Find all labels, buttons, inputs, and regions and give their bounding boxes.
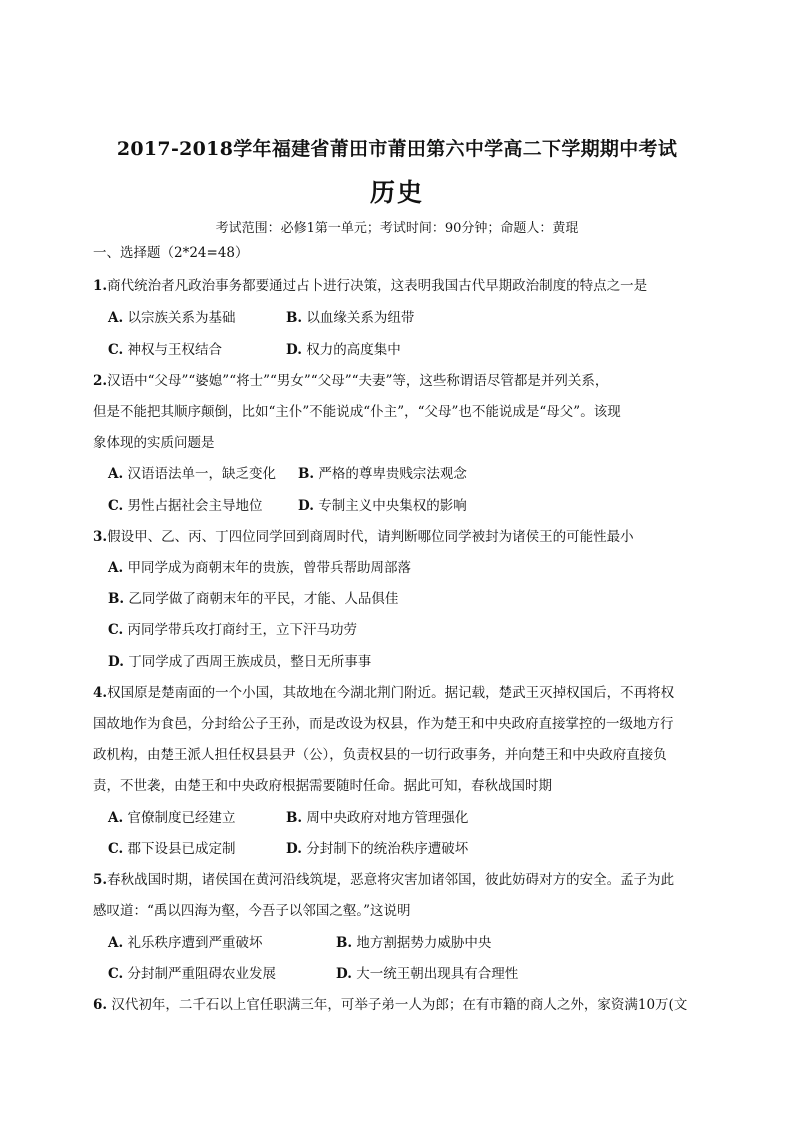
option-a: A. 官僚制度已经建立: [108, 810, 236, 826]
question-number: 6.: [93, 997, 108, 1013]
question-1: [93, 276, 713, 296]
question-3: [93, 527, 713, 547]
option-a: A. 甲同学成为商朝末年的贵族，曾带兵帮助周部落: [108, 560, 411, 576]
question-text: 假设甲、乙、丙、丁四位同学回到商周时代，请判断哪位同学被封为诸侯王的可能性最小: [107, 529, 634, 545]
question-2: [93, 371, 713, 391]
subject-title: 历史: [369, 178, 424, 207]
question-text: 商代统治者凡政治事务都要通过占卜进行决策，这表明我国古代早期政治制度的特点之一是: [107, 278, 648, 294]
option-c: C. 郡下设县已成定制: [108, 841, 236, 857]
option-a: A. 以宗族关系为基础: [108, 310, 236, 326]
option-b: B. 严格的尊卑贵贱宗法观念: [298, 466, 467, 482]
question-number: 1.: [93, 278, 108, 294]
question-text: 汉代初年，二千石以上官任职满三年，可举子弟一人为郎；在有市籍的商人之外，家资满10万(文: [107, 997, 688, 1013]
option-b: B. 乙同学做了商朝末年的平民，才能、人品俱佳: [108, 591, 399, 607]
option-b: B. 以血缘关系为纽带: [286, 310, 415, 326]
question-5: [93, 870, 713, 890]
question-text-line: 责，不世袭，由楚王和中央政府根据需要随时任命。据此可知，春秋战国时期: [93, 778, 552, 794]
question-4: [93, 683, 713, 703]
question-text-line: 政机构，由楚王派人担任权县县尹（公），负责权县的一切行政事务，并向楚王和中央政府直接负: [93, 747, 667, 763]
option-d: D. 专制主义中央集权的影响: [298, 498, 467, 514]
option-c: C. 丙同学带兵攻打商纣王，立下汗马功劳: [108, 622, 358, 638]
question-text-line: 象体现的实质问题是: [93, 435, 215, 451]
question-number: 5.: [93, 872, 108, 888]
section-heading: 一、选择题（2*24=48）: [93, 245, 249, 261]
option-c: C. 分封制严重阻碍农业发展: [108, 966, 277, 982]
option-d: D. 大一统王朝出现具有合理性: [336, 966, 519, 982]
option-d: D. 分封制下的统治秩序遭破坏: [286, 841, 469, 857]
question-6: [93, 995, 713, 1015]
option-b: B. 周中央政府对地方管理强化: [286, 810, 469, 826]
option-d: D. 权力的高度集中: [286, 342, 401, 358]
option-a: A. 礼乐秩序遭到严重破坏: [108, 935, 263, 951]
question-text-line: 感叹道：“禹以四海为壑，今吾子以邻国之壑。”这说明: [93, 903, 411, 919]
question-text-line: 但是不能把其顺序颠倒，比如“主仆”不能说成“仆主”，“父母”也不能说成是“母父”。该现: [93, 404, 621, 420]
option-b: B. 地方割据势力威胁中央: [336, 935, 492, 951]
question-number: 2.: [93, 373, 108, 389]
option-c: C. 神权与王权结合: [108, 342, 223, 358]
question-number: 3.: [93, 529, 108, 545]
question-text: 春秋战国时期，诸侯国在黄河沿线筑堤，恶意将灾害加诸邻国，彼此妨碍对方的安全。孟子为此: [107, 872, 675, 888]
question-text: 权国原是楚南面的一个小国，其故地在今湖北荆门附近。据记载，楚武王灭掉权国后，不再将权: [107, 685, 675, 701]
option-c: C. 男性占据社会主导地位: [108, 498, 263, 514]
question-number: 4.: [93, 685, 108, 701]
question-text: 汉语中“父母”“婆媳”“将士”“男女”“父母”“夫妻”等，这些称谓语尽管都是并列关系，: [107, 373, 609, 389]
option-d: D. 丁同学成了西周王族成员，整日无所事事: [108, 654, 372, 670]
question-text-line: 国故地作为食邑，分封给公子王孙，而是改设为权县，作为楚王和中央政府直接掌控的一级地方行: [93, 716, 674, 732]
option-a: A. 汉语语法单一，缺乏变化: [108, 466, 276, 482]
exam-info: 考试范围：必修1第一单元；考试时间：90分钟；命题人：黄琨: [215, 221, 579, 236]
exam-title: 2017-2018学年福建省莆田市莆田第六中学高二下学期期中考试: [116, 138, 678, 160]
